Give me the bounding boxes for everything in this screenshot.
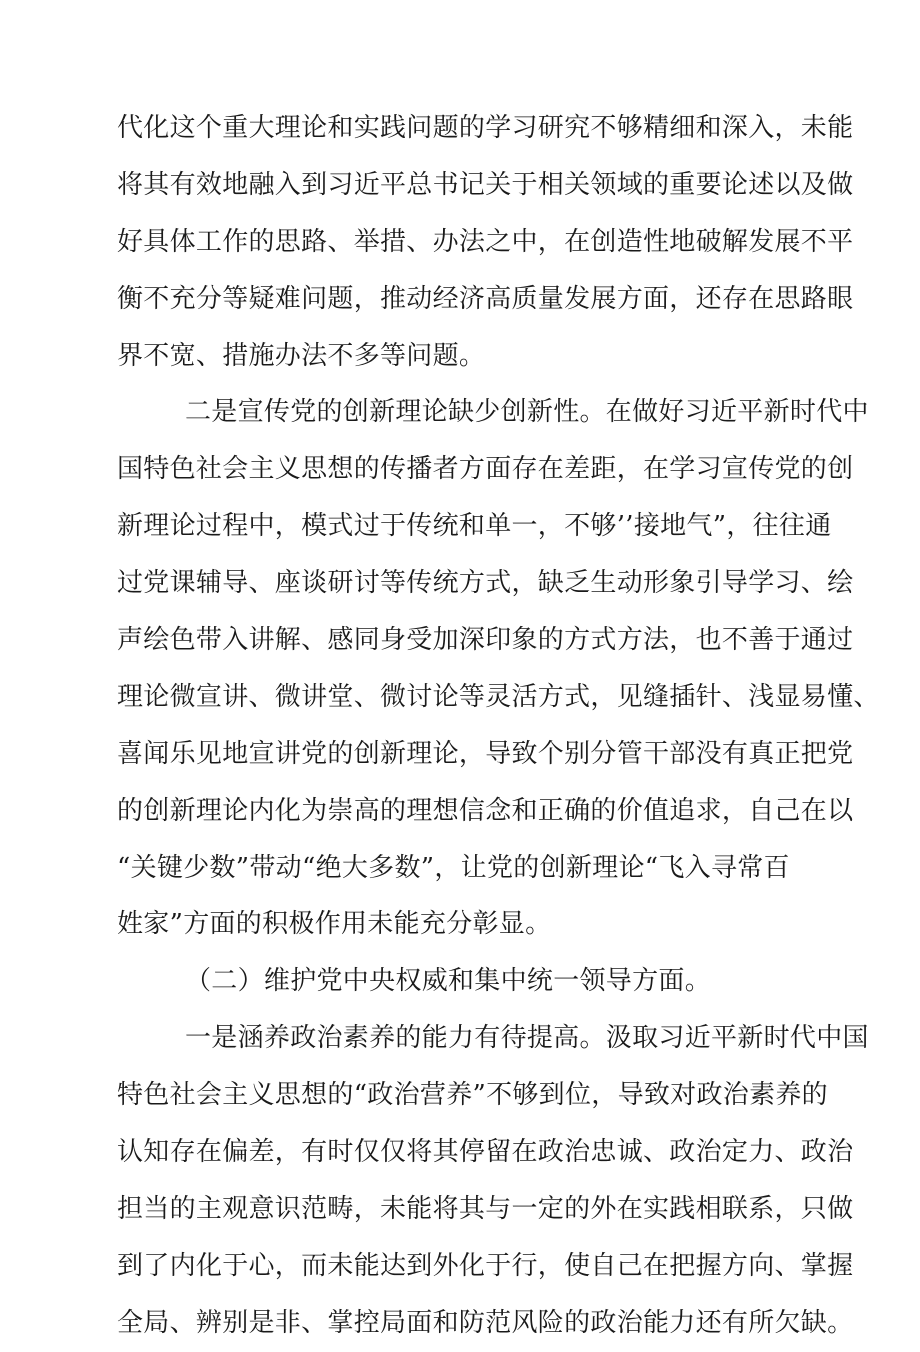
text-line: 过党课辅导、座谈研讨等传统方式，缺乏生动形象引导学习、绘 (117, 568, 854, 599)
section-heading: （二）维护党中央权威和集中统一领导方面。 (185, 966, 712, 997)
text-line: 声绘色带入讲解、感同身受加深印象的方式方法，也不善于通过 (117, 625, 854, 656)
text-line: 将其有效地融入到习近平总书记关于相关领域的重要论述以及做 (117, 169, 854, 200)
text-line: 的创新理论内化为崇高的理想信念和正确的价值追求，自己在以 (117, 795, 854, 826)
text-line-first: 一是涵养政治素养的能力有待提高。汲取习近平新时代中国 (185, 1023, 869, 1054)
text-line-first: 二是宣传党的创新理论缺少创新性。在做好习近平新时代中 (185, 397, 869, 428)
text-line: 担当的主观意识范畴，未能将其与一定的外在实践相联系，只做 (117, 1193, 854, 1224)
text-line: “关键少数”带动“绝大多数”，让党的创新理论“飞入寻常百 (117, 852, 790, 883)
text-line: 喜闻乐见地宣讲党的创新理论，导致个别分管干部没有真正把党 (117, 738, 854, 769)
text-line: 理论微宣讲、微讲堂、微讨论等灵活方式，见缝插针、浅显易懂、 (117, 681, 880, 712)
text-line: 到了内化于心，而未能达到外化于行，使自己在把握方向、掌握 (117, 1250, 854, 1281)
text-line: 代化这个重大理论和实践问题的学习研究不够精细和深入，未能 (117, 113, 854, 143)
text-line: 国特色社会主义思想的传播者方面存在差距，在学习宣传党的创 (117, 454, 854, 485)
document-body (117, 100, 880, 1352)
paragraph-three (117, 1010, 869, 1351)
text-line: 特色社会主义思想的“政治营养”不够到位，导致对政治素养的 (117, 1080, 828, 1111)
text-line: 新理论过程中，模式过于传统和单一，不够’’接地气”，往往通 (117, 511, 832, 542)
text-line: 界不宽、措施办法不多等问题。 (117, 340, 486, 371)
paragraph-continued (117, 100, 854, 384)
paragraph-two (117, 384, 880, 953)
text-line: 衡不充分等疑难问题，推动经济高质量发展方面，还存在思路眼 (117, 283, 854, 314)
text-line: 好具体工作的思路、举措、办法之中，在创造性地破解发展不平 (117, 226, 854, 257)
text-line: 姓家”方面的积极作用未能充分彰显。 (117, 909, 552, 940)
text-line: 认知存在偏差，有时仅仅将其停留在政治忠诚、政治定力、政治 (117, 1137, 854, 1168)
text-line: 全局、辨别是非、掌控局面和防范风险的政治能力还有所欠缺。 (117, 1307, 854, 1338)
